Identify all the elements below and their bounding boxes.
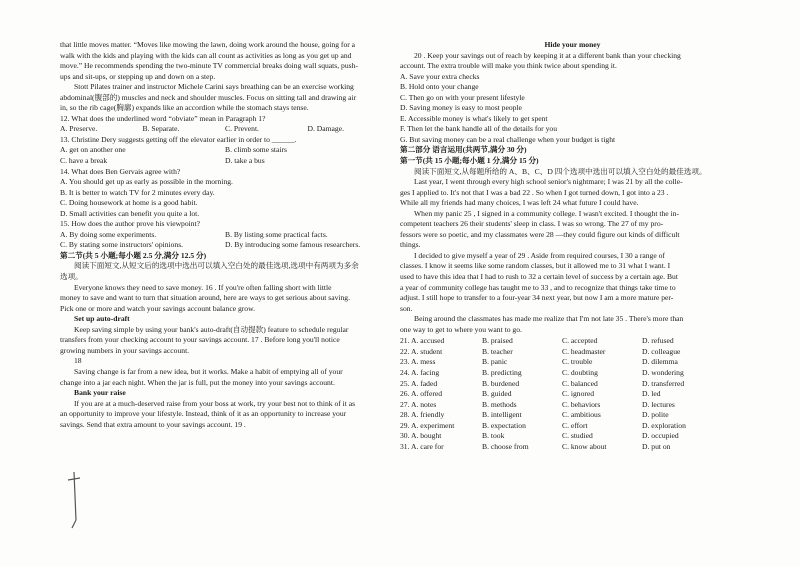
blank-18: 18 [74, 356, 82, 366]
cloze-option-row [400, 410, 686, 421]
text-line: account. The extra trouble will make you think twice about spending it. [400, 61, 617, 71]
text-line: Pick one or more and watch your savings account balance grow. [60, 303, 255, 313]
option: D. By introducing some famous researchers. [225, 240, 361, 250]
text-line: Saving change is far from a new idea, but it works. Make a habit of emptying all of your [74, 366, 343, 376]
text-line: ups and sit-ups, or stepping up and down on a step. [60, 71, 216, 81]
question-13: 13. Christine Dery suggests getting off the elevator earlier in order to ______. [60, 134, 297, 144]
instructions: 阅读下面短文,从每题所给的 A、B、C、D 四个选项中选出可以填入空白处的最佳选项。 [414, 166, 707, 176]
cloze-option: D. refused [642, 336, 674, 346]
cloze-option: B. praised [482, 336, 513, 346]
text-line: While all my friends had many choices, I was left 24 what future I could have. [400, 198, 639, 208]
text-line: in, so the rib cage(胸廓) expands like an accordion while the stomach stays tense. [60, 103, 309, 113]
instructions: 阅读下面短文,从短文后的选项中选出可以填入空白处的最佳选项,选项中有两项为多余 [74, 261, 359, 271]
cloze-option: B. burdened [482, 378, 520, 388]
cloze-option: D. exploration [642, 420, 686, 430]
cloze-option: C. trouble [562, 357, 593, 367]
text-line: Being around the classmates has made me realize that I'm not late 35 . There's more than [414, 314, 684, 324]
cloze-option-row [400, 389, 686, 400]
option: A. You should get up as early as possible in the morning. [60, 177, 233, 187]
text-line: a year of community college has taught me to 33 , and to recognize that things take time to [400, 282, 676, 292]
cloze-option: 23. A. mess [400, 357, 436, 367]
text-line: fessors were so poetic, and my classmates were 28 —they could figure out kinds of difficult [400, 229, 680, 239]
cloze-option: B. panic [482, 357, 508, 367]
cloze-option: B. guided [482, 389, 512, 399]
cloze-option: D. lectures [642, 399, 675, 409]
cloze-option: D. put on [642, 441, 671, 451]
cloze-option: D. colleague [642, 346, 681, 356]
cloze-option: C. balanced [562, 378, 598, 388]
subheading: Hide your money [544, 40, 601, 49]
cloze-option: B. methods [482, 399, 517, 409]
text-line: an opportunity to improve your lifestyle. Instead, think of it as an opportunity to increase your [60, 409, 347, 419]
text-line: son. [400, 303, 413, 313]
right-column [400, 40, 745, 452]
option: D. take a bus [225, 156, 265, 166]
cloze-option: C. know about [562, 441, 607, 451]
text-line: things. [400, 240, 421, 250]
cloze-option: B. intelligent [482, 410, 522, 420]
cloze-option: 30. A. bought [400, 431, 442, 441]
option: A. get on another one [60, 145, 126, 155]
cloze-option: D. dilemma [642, 357, 678, 367]
cloze-option: B. predicting [482, 367, 522, 377]
cloze-option: 26. A. offered [400, 389, 443, 399]
text-line: transfers from your checking account to your savings account. 17 . Before long you'll notice [60, 335, 340, 345]
cloze-option: 21. A. accused [400, 336, 445, 346]
cloze-option: D. transferred [642, 378, 685, 388]
cloze-option: C. behaviors [562, 399, 601, 409]
option: A. By doing some experiments. [60, 229, 157, 239]
cloze-option-row [400, 368, 686, 379]
question-15: 15. How does the author prove his viewpoint? [60, 219, 201, 229]
cloze-option-row [400, 442, 686, 453]
option: C. By stating some instructors' opinions. [60, 240, 184, 250]
option: B. Separate. [142, 124, 180, 134]
cloze-option-row [400, 347, 686, 358]
question-14: 14. What does Ben Gervais agree with? [60, 166, 181, 176]
cloze-option: B. choose from [482, 441, 529, 451]
cloze-option: D. occupied [642, 431, 679, 441]
text-line: abdominal(腹部的) muscles and neck and shoulder muscles. Focus on sitting tall and drawing air [60, 92, 357, 102]
text-line: Everyone knows they need to save money. 16 . If you're often falling short with little [74, 282, 332, 292]
option: F. Then let the bank handle all of the details for you [400, 124, 557, 134]
cloze-option: C. ambitious [562, 410, 601, 420]
option: G. But saving money can be a real challenge when your budget is tight [400, 134, 616, 144]
cloze-option: 27. A. notes [400, 399, 437, 409]
subheading: Bank your raise [74, 388, 126, 398]
option: E. Accessible money is what's likely to get spent [400, 113, 548, 123]
text-line: Keep saving simple by using your bank's auto-draft(自动提款) feature to schedule regular [74, 324, 349, 334]
text-line: used to have this idea that I had to rush to 32 a certain level of success by a certain age. But [400, 272, 678, 282]
text-line: competent teachers 26 their students' sleep in class. I was so wrong. The 27 of my pro- [400, 219, 664, 229]
subheading: Set up auto-draft [74, 314, 130, 324]
text-line: Last year, I went through every high school senior's nightmare; I was 21 by all the colle- [414, 177, 683, 187]
cloze-option: C. ignored [562, 389, 595, 399]
cloze-option-row [400, 357, 686, 368]
text-line: that little moves matter. “Moves like mowing the lawn, doing work around the house, going for a [60, 40, 356, 49]
cloze-option: C. headmaster [562, 346, 606, 356]
cloze-option: 24. A. facing [400, 367, 440, 377]
section-heading: 第一节(共 15 小题;每小题 1 分,满分 15 分) [400, 156, 539, 166]
option: A. Save your extra checks [400, 71, 480, 81]
text-line: Stott Pilates trainer and instructor Michele Carini says breathing can be an exercise working [74, 82, 354, 92]
cloze-option-row [400, 379, 686, 390]
cloze-option: 25. A. faded [400, 378, 438, 388]
text-line: move.” He recommends spending the two-minute TV commercial breaks doing wall squats, push- [60, 61, 358, 71]
cloze-option: D. wondering [642, 367, 684, 377]
text-line: adjust. I still hope to transfer to a four-year 34 next year, but now I am a more mature per- [400, 293, 674, 303]
option: B. Hold onto your change [400, 82, 479, 92]
cloze-option-row [400, 336, 686, 347]
text-line: walk with the kids and playing with the kids can all count as activities as long as you get up and [60, 50, 352, 60]
cloze-option: C. doubting [562, 367, 598, 377]
text-line: growing numbers in your savings account. [60, 345, 190, 355]
option: C. Prevent. [225, 124, 259, 134]
option: C. Doing housework at home is a good habit. [60, 198, 198, 208]
cloze-option: C. effort [562, 420, 588, 430]
left-column [60, 40, 390, 430]
pen-mark-icon [64, 470, 94, 530]
q12-options [60, 124, 390, 135]
cloze-option: B. took [482, 431, 505, 441]
text-line: If you are at a much-deserved raise from your boss at work, try your best not to think of it as [74, 398, 356, 408]
q13-options [60, 156, 390, 167]
option: D. Saving money is easy to most people [400, 103, 522, 113]
cloze-option: B. expectation [482, 420, 526, 430]
cloze-option: B. teacher [482, 346, 513, 356]
cloze-option-row [400, 421, 686, 432]
text-line: one way to get to where you want to go. [400, 324, 522, 334]
section-heading: 第二节(共 5 小题;每小题 2.5 分,满分 12.5 分) [60, 250, 207, 260]
cloze-option-row [400, 400, 686, 411]
option: D. Small activities can benefit you quite a lot. [60, 208, 200, 218]
question-12: 12. What does the underlined word “obviate” mean in Paragraph 1? [60, 113, 266, 123]
instructions: 选项。 [60, 272, 83, 282]
option: A. Preserve. [60, 124, 98, 134]
cloze-option: D. polite [642, 410, 669, 420]
text-line: ges I applied to. It's not that I was a bad 22 . So when I got turned down, I got into a 23 . [400, 187, 669, 197]
q15-options [60, 230, 390, 241]
cloze-option: 28. A. friendly [400, 410, 445, 420]
text-line: When my panic 25 , I signed in a community college. I wasn't excited. I thought the in- [414, 208, 679, 218]
cloze-option: C. accepted [562, 336, 598, 346]
q15-options [60, 240, 390, 251]
option: D. Damage. [307, 124, 344, 134]
option: B. It is better to watch TV for 2 minutes every day. [60, 187, 215, 197]
cloze-option: C. studied [562, 431, 593, 441]
text-line: money to save and want to turn that situation around, here are ways to get serious about saving. [60, 293, 350, 303]
text-line: change into a jar each night. When the jar is full, put the money into your savings account. [60, 377, 335, 387]
cloze-option-row [400, 431, 686, 442]
option: B. climb some stairs [225, 145, 288, 155]
q13-options [60, 145, 390, 156]
option: B. By listing some practical facts. [225, 229, 328, 239]
cloze-option: 31. A. care for [400, 441, 444, 451]
cloze-options-table [400, 336, 686, 452]
option: C. have a break [60, 156, 108, 166]
text-line: savings. Send that extra amount to your savings account. 19 . [60, 419, 246, 429]
text-line: 20 . Keep your savings out of reach by keeping it at a different bank than your checking [414, 50, 681, 60]
option: C. Then go on with your present lifestyle [400, 92, 525, 102]
cloze-option: 29. A. experiment [400, 420, 455, 430]
text-line: classes. I know it seems like some random classes, but it allowed me to 31 what I want. I [400, 261, 671, 271]
section-heading: 第二部分 语言运用(共两节,满分 30 分) [400, 145, 527, 155]
cloze-option: D. led [642, 389, 661, 399]
cloze-option: 22. A. student [400, 346, 443, 356]
text-line: I decided to give myself a year of 29 . Aside from required courses, I 30 a range of [414, 250, 665, 260]
